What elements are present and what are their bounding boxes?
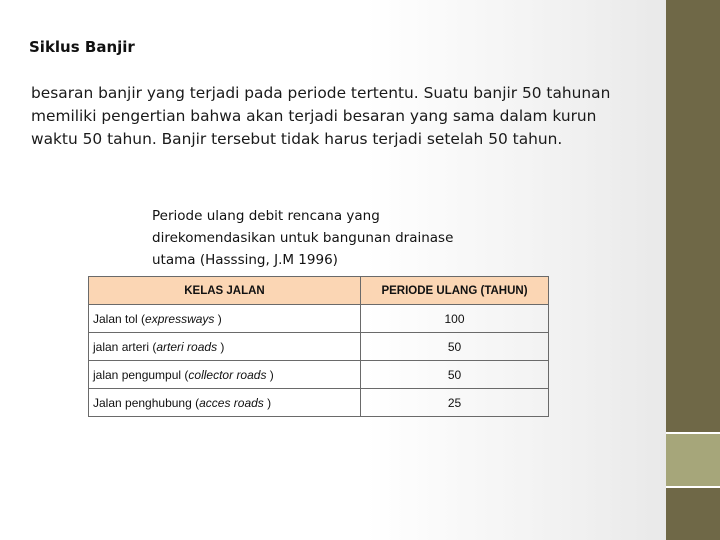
- rail-block-dark-bottom: [666, 488, 720, 540]
- road-class-name: jalan arteri: [93, 339, 150, 354]
- return-period-cell: 25: [361, 389, 549, 417]
- road-class-cell: Jalan tol (expressways ): [89, 305, 361, 333]
- slide-title: Siklus Banjir: [29, 38, 135, 56]
- column-header-kelas-jalan: KELAS JALAN: [89, 277, 361, 305]
- body-line: memiliki pengertian bahwa akan terjadi besaran yang sama dalam kurun: [31, 107, 597, 125]
- rail-block-light: [666, 434, 720, 486]
- return-period-cell: 50: [361, 361, 549, 389]
- road-class-cell: Jalan penghubung (acces roads ): [89, 389, 361, 417]
- road-class-note: arteri roads: [156, 339, 218, 354]
- road-class-note: collector roads: [188, 367, 267, 382]
- decorative-side-rail: [666, 0, 720, 540]
- return-period-cell: 100: [361, 305, 549, 333]
- table-row: [89, 305, 549, 333]
- return-period-cell: 50: [361, 333, 549, 361]
- return-period-table: [88, 276, 549, 417]
- table-row: [89, 361, 549, 389]
- table-header-row: [89, 277, 549, 305]
- caption-line: utama (Hasssing, J.M 1996): [152, 252, 338, 268]
- road-class-note: expressways: [145, 311, 215, 326]
- road-class-name: Jalan tol: [93, 311, 138, 326]
- column-header-periode-ulang: PERIODE ULANG (TAHUN): [361, 277, 549, 305]
- road-class-name: jalan pengumpul: [93, 367, 182, 382]
- caption-line: direkomendasikan untuk bangunan drainase: [152, 230, 454, 246]
- table-caption: [152, 205, 512, 271]
- body-paragraph: [31, 82, 651, 151]
- table-row: [89, 333, 549, 361]
- body-line: besaran banjir yang terjadi pada periode tertentu. Suatu banjir 50 tahunan: [31, 84, 611, 102]
- caption-line: Periode ulang debit rencana yang: [152, 208, 380, 224]
- road-class-name: Jalan penghubung: [93, 395, 192, 410]
- road-class-note: acces roads: [199, 395, 264, 410]
- road-class-cell: jalan pengumpul (collector roads ): [89, 361, 361, 389]
- table-row: [89, 389, 549, 417]
- road-class-cell: jalan arteri (arteri roads ): [89, 333, 361, 361]
- body-line: waktu 50 tahun. Banjir tersebut tidak harus terjadi setelah 50 tahun.: [31, 130, 563, 148]
- rail-block-dark-top: [666, 0, 720, 432]
